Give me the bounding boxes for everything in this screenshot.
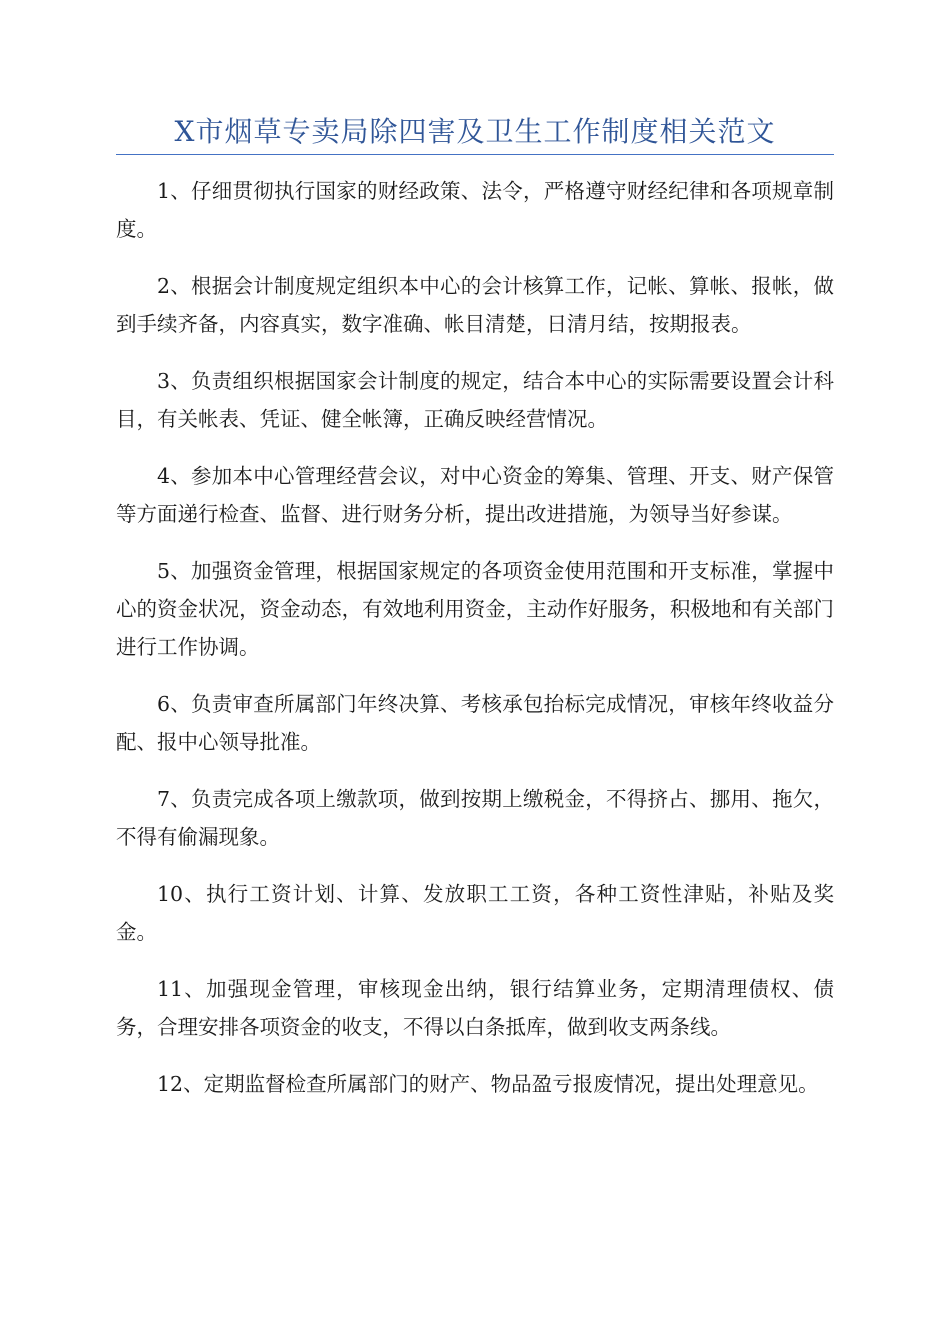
paragraph-10: 10、执行工资计划、计算、发放职工工资，各种工资性津贴，补贴及奖金。 xyxy=(116,882,834,944)
paragraph-5: 5、加强资金管理，根据国家规定的各项资金使用范围和开支标准，掌握中心的资金状况，资金动态，有效地利用资金，主动作好服务，积极地和有关部门进行工作协调。 xyxy=(116,559,834,659)
paragraph-2: 2、根据会计制度规定组织本中心的会计核算工作，记帐、算帐、报帐，做到手续齐备，内容真实，数字准确、帐目清楚，日清月结，按期报表。 xyxy=(116,274,834,336)
paragraph-11: 11、加强现金管理，审核现金出纳，银行结算业务，定期清理债权、债务，合理安排各项资金的收支，不得以白条抵库，做到收支两条线。 xyxy=(116,977,834,1039)
paragraph-7: 7、负责完成各项上缴款项，做到按期上缴税金，不得挤占、挪用、拖欠，不得有偷漏现象。 xyxy=(116,787,834,849)
paragraph-3: 3、负责组织根据国家会计制度的规定，结合本中心的实际需要设置会计科目，有关帐表、凭证、健全帐簿，正确反映经营情况。 xyxy=(116,369,834,431)
paragraph-6: 6、负责审查所属部门年终决算、考核承包抬标完成情况，审核年终收益分配、报中心领导批准。 xyxy=(116,692,834,754)
paragraph-4: 4、参加本中心管理经营会议，对中心资金的筹集、管理、开支、财产保管等方面递行检查、监督、进行财务分析，提出改进措施，为领导当好参谋。 xyxy=(116,464,834,526)
document-body xyxy=(116,172,834,1122)
page-title: X市烟草专卖局除四害及卫生工作制度相关范文 xyxy=(174,115,776,148)
paragraph-12: 12、定期监督检查所属部门的财产、物品盈亏报废情况，提出处理意见。 xyxy=(157,1072,819,1096)
title-underline xyxy=(116,154,834,155)
paragraph-1: 1、仔细贯彻执行国家的财经政策、法令，严格遵守财经纪律和各项规章制度。 xyxy=(116,179,834,241)
